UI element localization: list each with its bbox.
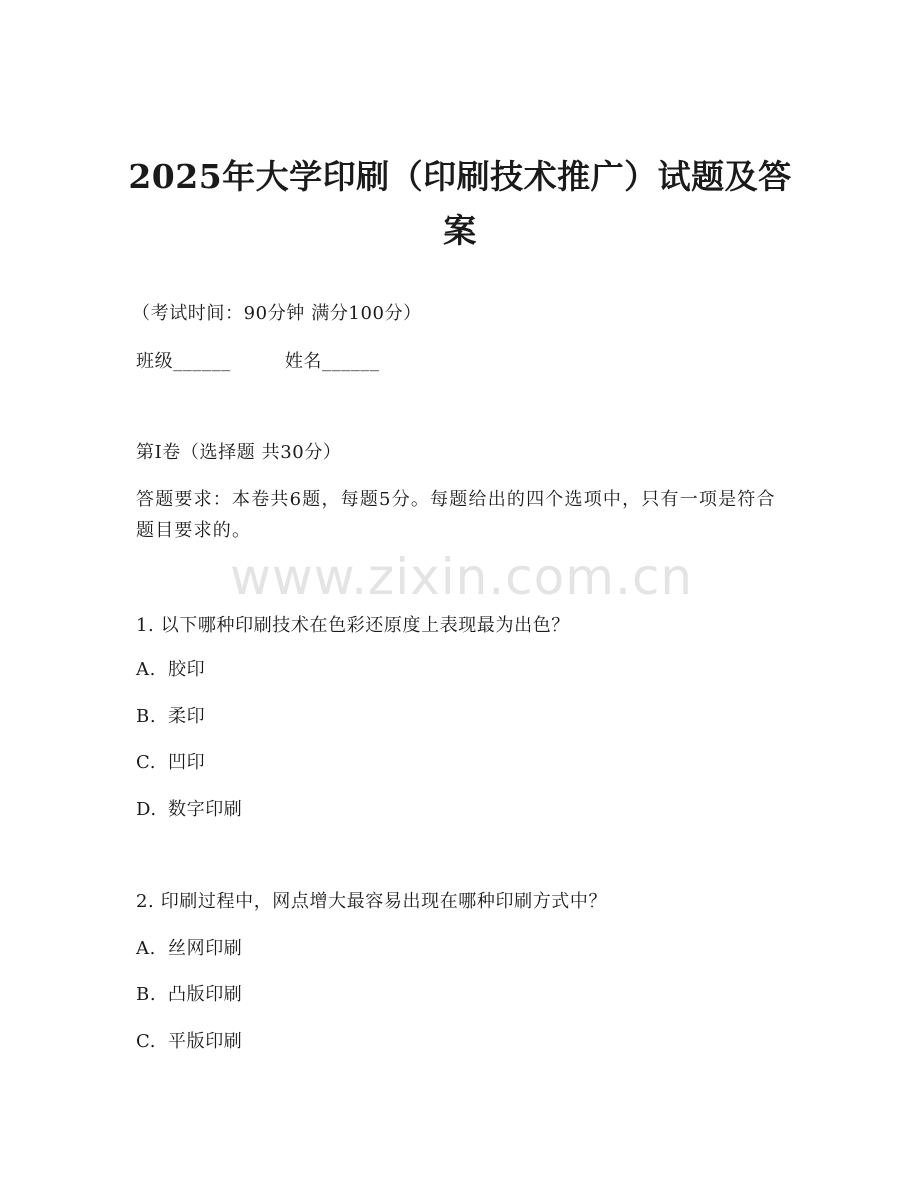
option-key: D. — [136, 799, 157, 820]
question-1-option-b — [136, 706, 205, 728]
option-key: A. — [136, 938, 156, 959]
question-1-option-a — [136, 659, 205, 681]
section-title: 第I卷（选择题 共30分） — [136, 442, 342, 463]
question-2-stem: 2. 印刷过程中，网点增大最容易出现在哪种印刷方式中？ — [136, 891, 608, 912]
option-key: A. — [136, 659, 156, 680]
option-text: 胶印 — [168, 659, 206, 680]
class-field: 班级______ — [136, 351, 231, 372]
question-2-option-b — [136, 984, 242, 1006]
instructions: 答题要求：本卷共6题，每题5分。每题给出的四个选项中，只有一项是符合题目要求的。 — [136, 489, 776, 541]
option-text: 柔印 — [168, 706, 206, 727]
watermark: www.zixin.com.cn — [230, 548, 694, 606]
question-1-stem: 1. 以下哪种印刷技术在色彩还原度上表现最为出色？ — [136, 615, 570, 636]
option-key: B. — [136, 984, 157, 1005]
option-text: 丝网印刷 — [168, 938, 243, 959]
question-2-option-a — [136, 938, 242, 960]
option-key: B. — [136, 706, 157, 727]
option-key: C. — [136, 752, 157, 773]
name-field: 姓名______ — [284, 351, 380, 372]
title-line-1: 2025年大学印刷（印刷技术推广）试题及答 — [128, 157, 792, 196]
option-key: C. — [136, 1031, 157, 1052]
question-1-option-c — [136, 752, 205, 774]
question-2-option-c — [136, 1031, 242, 1053]
option-text: 平版印刷 — [168, 1031, 243, 1052]
option-text: 数字印刷 — [168, 799, 243, 820]
question-1-option-d — [136, 799, 242, 821]
student-fields — [136, 351, 380, 373]
title-line-2: 案 — [443, 211, 477, 250]
document-title — [110, 150, 810, 258]
option-text: 凸版印刷 — [168, 984, 243, 1005]
option-text: 凹印 — [168, 752, 206, 773]
exam-info: （考试时间：90分钟 满分100分） — [132, 303, 422, 324]
